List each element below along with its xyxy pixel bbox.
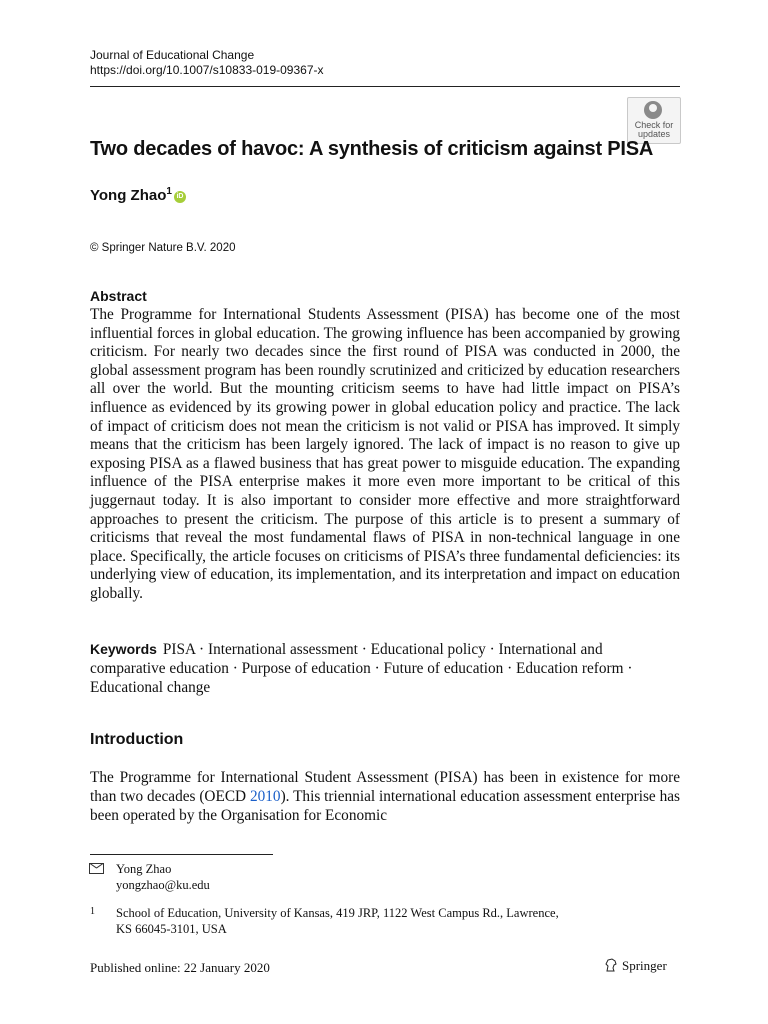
publisher-logo <box>604 958 667 974</box>
check-for-updates-badge[interactable] <box>627 97 681 144</box>
publisher-name: Springer <box>622 958 667 973</box>
contact-name: Yong Zhao <box>116 862 172 876</box>
abstract-heading: Abstract <box>90 288 147 304</box>
doi-link[interactable]: https://doi.org/10.1007/s10833-019-09367-x <box>90 63 324 77</box>
copyright: © Springer Nature B.V. 2020 <box>90 242 236 254</box>
envelope-icon <box>89 863 104 874</box>
author-line <box>90 186 186 204</box>
springer-horse-icon <box>604 958 618 972</box>
keywords-label: Keywords <box>90 641 157 657</box>
journal-name: Journal of Educational Change <box>90 48 255 62</box>
abstract-text: The Programme for International Students Assessment (PISA) has become one of the most influential forces in global education. The growing influence has been accompanied by growing criticism. For nearly two decades since the first round of PISA was conducted in 2000, the global assessment program has been roundly scrutinized and criticized by education researchers all over the world. But the mounting criticism seems to have had little impact on PISA’s influence as evidenced by its growing power in global education policy and practice. The lack of impact of criticism does not mean the criticism is not valid or PISA has improved. It simply means that the criticism has been largely ignored. The lack of impact is no reason to give up exposing PISA as a flawed business that has great power to misguide education. The expanding influence of the PISA enterprise makes it more even more important to be critical of this juggernaut today. It is also important to consider more effective and more straightforward approaches to present the criticism. The purpose of this article is to present a summary of criticisms that reveal the most fundamental flaws of PISA in non-technical language in one place. Specifically, the article focuses on criticisms of PISA’s three fundamental deficiencies: its underlying view of education, its implementation, and its interpretation and impact on education globally. <box>90 306 680 602</box>
affiliation-line-2: KS 66045-3101, USA <box>116 922 227 936</box>
author-name[interactable]: Yong Zhao <box>90 187 167 204</box>
orcid-icon[interactable]: iD <box>174 191 186 203</box>
introduction-heading: Introduction <box>90 731 184 748</box>
article-title: Two decades of havoc: A synthesis of criticism against PISA <box>90 138 654 160</box>
intro-text-start: The Programme for International Student Assessment (PISA) has been in existence for more than two decades (OECD <box>90 769 680 805</box>
affiliation-mark: 1 <box>166 186 172 197</box>
affiliation-line-1: School of Education, University of Kansas, 419 JRP, 1122 West Campus Rd., Lawrence, <box>116 906 559 920</box>
journal-header <box>90 48 324 78</box>
footnote-rule <box>90 854 273 855</box>
citation-link[interactable]: 2010 <box>249 788 281 805</box>
update-icon <box>644 101 662 119</box>
keywords-list: PISA · International assessment · Educational policy · International and comparative education · Purpose of education · Future of education · Education reform · Educational change <box>90 641 633 696</box>
contact-email[interactable]: yongzhao@ku.edu <box>116 878 210 892</box>
header-rule <box>90 86 680 87</box>
introduction-text <box>90 768 680 825</box>
published-date: Published online: 22 January 2020 <box>90 960 270 975</box>
contact-block <box>116 861 210 893</box>
badge-label: Check for updates <box>634 120 674 139</box>
affiliation-block <box>116 905 559 937</box>
keywords <box>90 640 680 697</box>
intro-text-end: ). This triennial international education assessment enterprise has been operated by the Organisation for Economic <box>90 788 680 824</box>
affiliation-number: 1 <box>90 906 95 917</box>
